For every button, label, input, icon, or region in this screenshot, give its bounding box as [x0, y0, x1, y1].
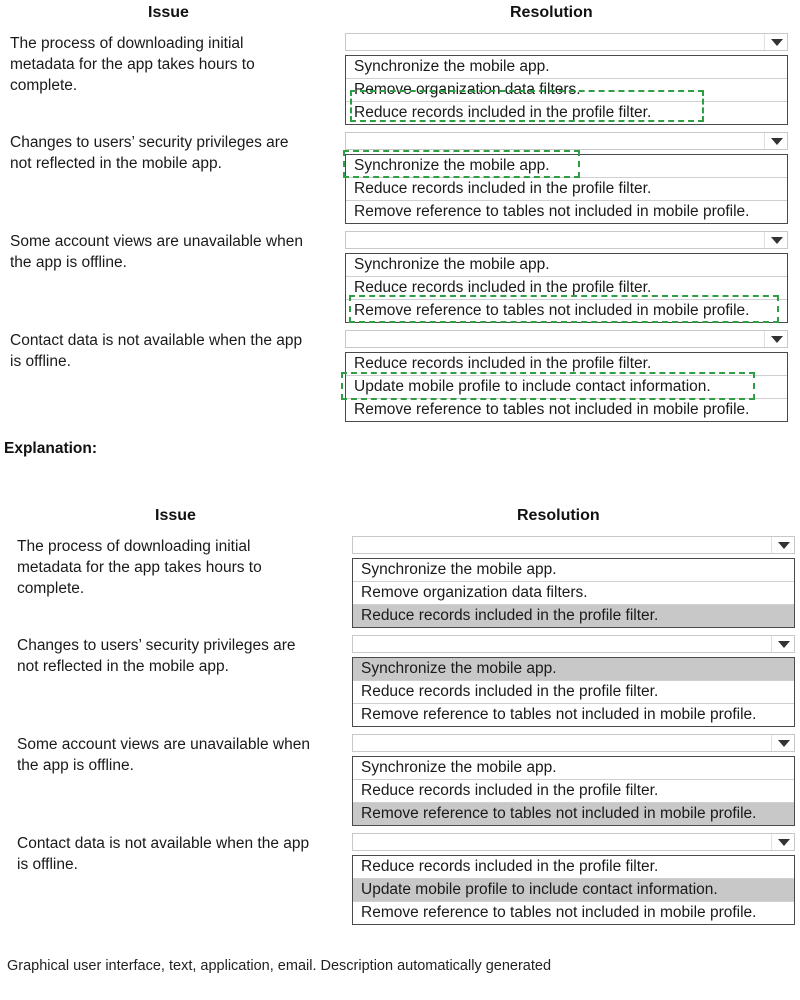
option-item[interactable]: Remove reference to tables not included in mobile profile.	[361, 706, 757, 723]
issue-text: The process of downloading initial metadata for the app takes hours to complete.	[10, 35, 255, 94]
resolution-options	[352, 657, 795, 727]
issue-column-header: Issue	[155, 507, 196, 524]
option-item[interactable]: Reduce records included in the profile filter.	[346, 277, 787, 300]
chevron-down-icon[interactable]	[771, 636, 794, 652]
resolution-options	[345, 154, 788, 224]
chevron-down-icon[interactable]	[764, 331, 787, 347]
explanation-label: Explanation:	[4, 440, 98, 457]
question-row-1	[0, 33, 800, 129]
question-row-4	[0, 330, 800, 426]
issue-text: Some account views are unavailable when the app is offline.	[17, 736, 310, 774]
option-item[interactable]: Remove reference to tables not included in mobile profile.	[354, 203, 750, 220]
resolution-dropdown[interactable]	[352, 734, 795, 752]
resolution-options	[345, 253, 788, 323]
selected-option-item[interactable]: Remove reference to tables not included in mobile profile.	[353, 803, 794, 825]
option-item[interactable]: Synchronize the mobile app.	[346, 155, 787, 178]
chevron-down-icon[interactable]	[764, 232, 787, 248]
option-item[interactable]: Remove reference to tables not included in mobile profile.	[354, 302, 750, 319]
chevron-down-icon[interactable]	[771, 834, 794, 850]
option-item[interactable]: Reduce records included in the profile filter.	[354, 104, 652, 121]
option-item[interactable]: Synchronize the mobile app.	[346, 254, 787, 277]
image-caption: Graphical user interface, text, application, email. Description automatically generated	[7, 958, 552, 974]
selected-option-item[interactable]: Reduce records included in the profile filter.	[353, 605, 794, 627]
resolution-column-header: Resolution	[517, 507, 600, 524]
resolution-options	[352, 558, 795, 628]
option-item[interactable]: Remove reference to tables not included in mobile profile.	[361, 904, 757, 921]
option-item[interactable]: Reduce records included in the profile filter.	[353, 780, 794, 803]
chevron-down-icon[interactable]	[771, 537, 794, 553]
option-item[interactable]: Synchronize the mobile app.	[353, 757, 794, 780]
option-item[interactable]: Reduce records included in the profile filter.	[353, 681, 794, 704]
issue-text: The process of downloading initial metadata for the app takes hours to complete.	[17, 538, 262, 597]
option-item[interactable]: Remove organization data filters.	[346, 79, 787, 102]
option-item[interactable]: Synchronize the mobile app.	[353, 559, 794, 582]
option-item[interactable]: Synchronize the mobile app.	[346, 56, 787, 79]
issue-column-header: Issue	[148, 4, 189, 21]
resolution-dropdown[interactable]	[352, 536, 795, 554]
resolution-dropdown[interactable]	[352, 833, 795, 851]
issue-text: Contact data is not available when the app is offline.	[17, 835, 310, 873]
chevron-down-icon[interactable]	[764, 34, 787, 50]
option-item[interactable]: Remove organization data filters.	[353, 582, 794, 605]
resolution-dropdown[interactable]	[345, 231, 788, 249]
resolution-options	[352, 756, 795, 826]
option-item[interactable]: Reduce records included in the profile filter.	[346, 353, 787, 376]
resolution-options	[345, 55, 788, 125]
issue-text: Changes to users’ security privileges are not reflected in the mobile app.	[10, 134, 289, 172]
answer-row-1	[7, 536, 800, 632]
resolution-dropdown[interactable]	[345, 33, 788, 51]
resolution-dropdown[interactable]	[345, 132, 788, 150]
resolution-dropdown[interactable]	[345, 330, 788, 348]
option-item[interactable]: Remove reference to tables not included in mobile profile.	[354, 401, 750, 418]
resolution-options	[345, 352, 788, 422]
issue-text: Contact data is not available when the app is offline.	[10, 332, 303, 370]
answer-block	[7, 503, 800, 943]
resolution-dropdown[interactable]	[352, 635, 795, 653]
issue-text: Changes to users’ security privileges are not reflected in the mobile app.	[17, 637, 296, 675]
selected-option-item[interactable]: Update mobile profile to include contact information.	[353, 879, 794, 902]
option-item[interactable]: Reduce records included in the profile filter.	[346, 178, 787, 201]
answer-row-2	[7, 635, 800, 731]
option-item[interactable]: Reduce records included in the profile filter.	[353, 856, 794, 879]
resolution-options	[352, 855, 795, 925]
question-row-3	[0, 231, 800, 327]
issue-text: Some account views are unavailable when the app is offline.	[10, 233, 303, 271]
resolution-column-header: Resolution	[510, 4, 593, 21]
chevron-down-icon[interactable]	[764, 133, 787, 149]
selected-option-item[interactable]: Synchronize the mobile app.	[353, 658, 794, 681]
answer-row-3	[7, 734, 800, 830]
chevron-down-icon[interactable]	[771, 735, 794, 751]
answer-row-4	[7, 833, 800, 929]
question-row-2	[0, 132, 800, 228]
question-block	[0, 0, 800, 440]
option-item[interactable]: Update mobile profile to include contact information.	[346, 376, 787, 399]
